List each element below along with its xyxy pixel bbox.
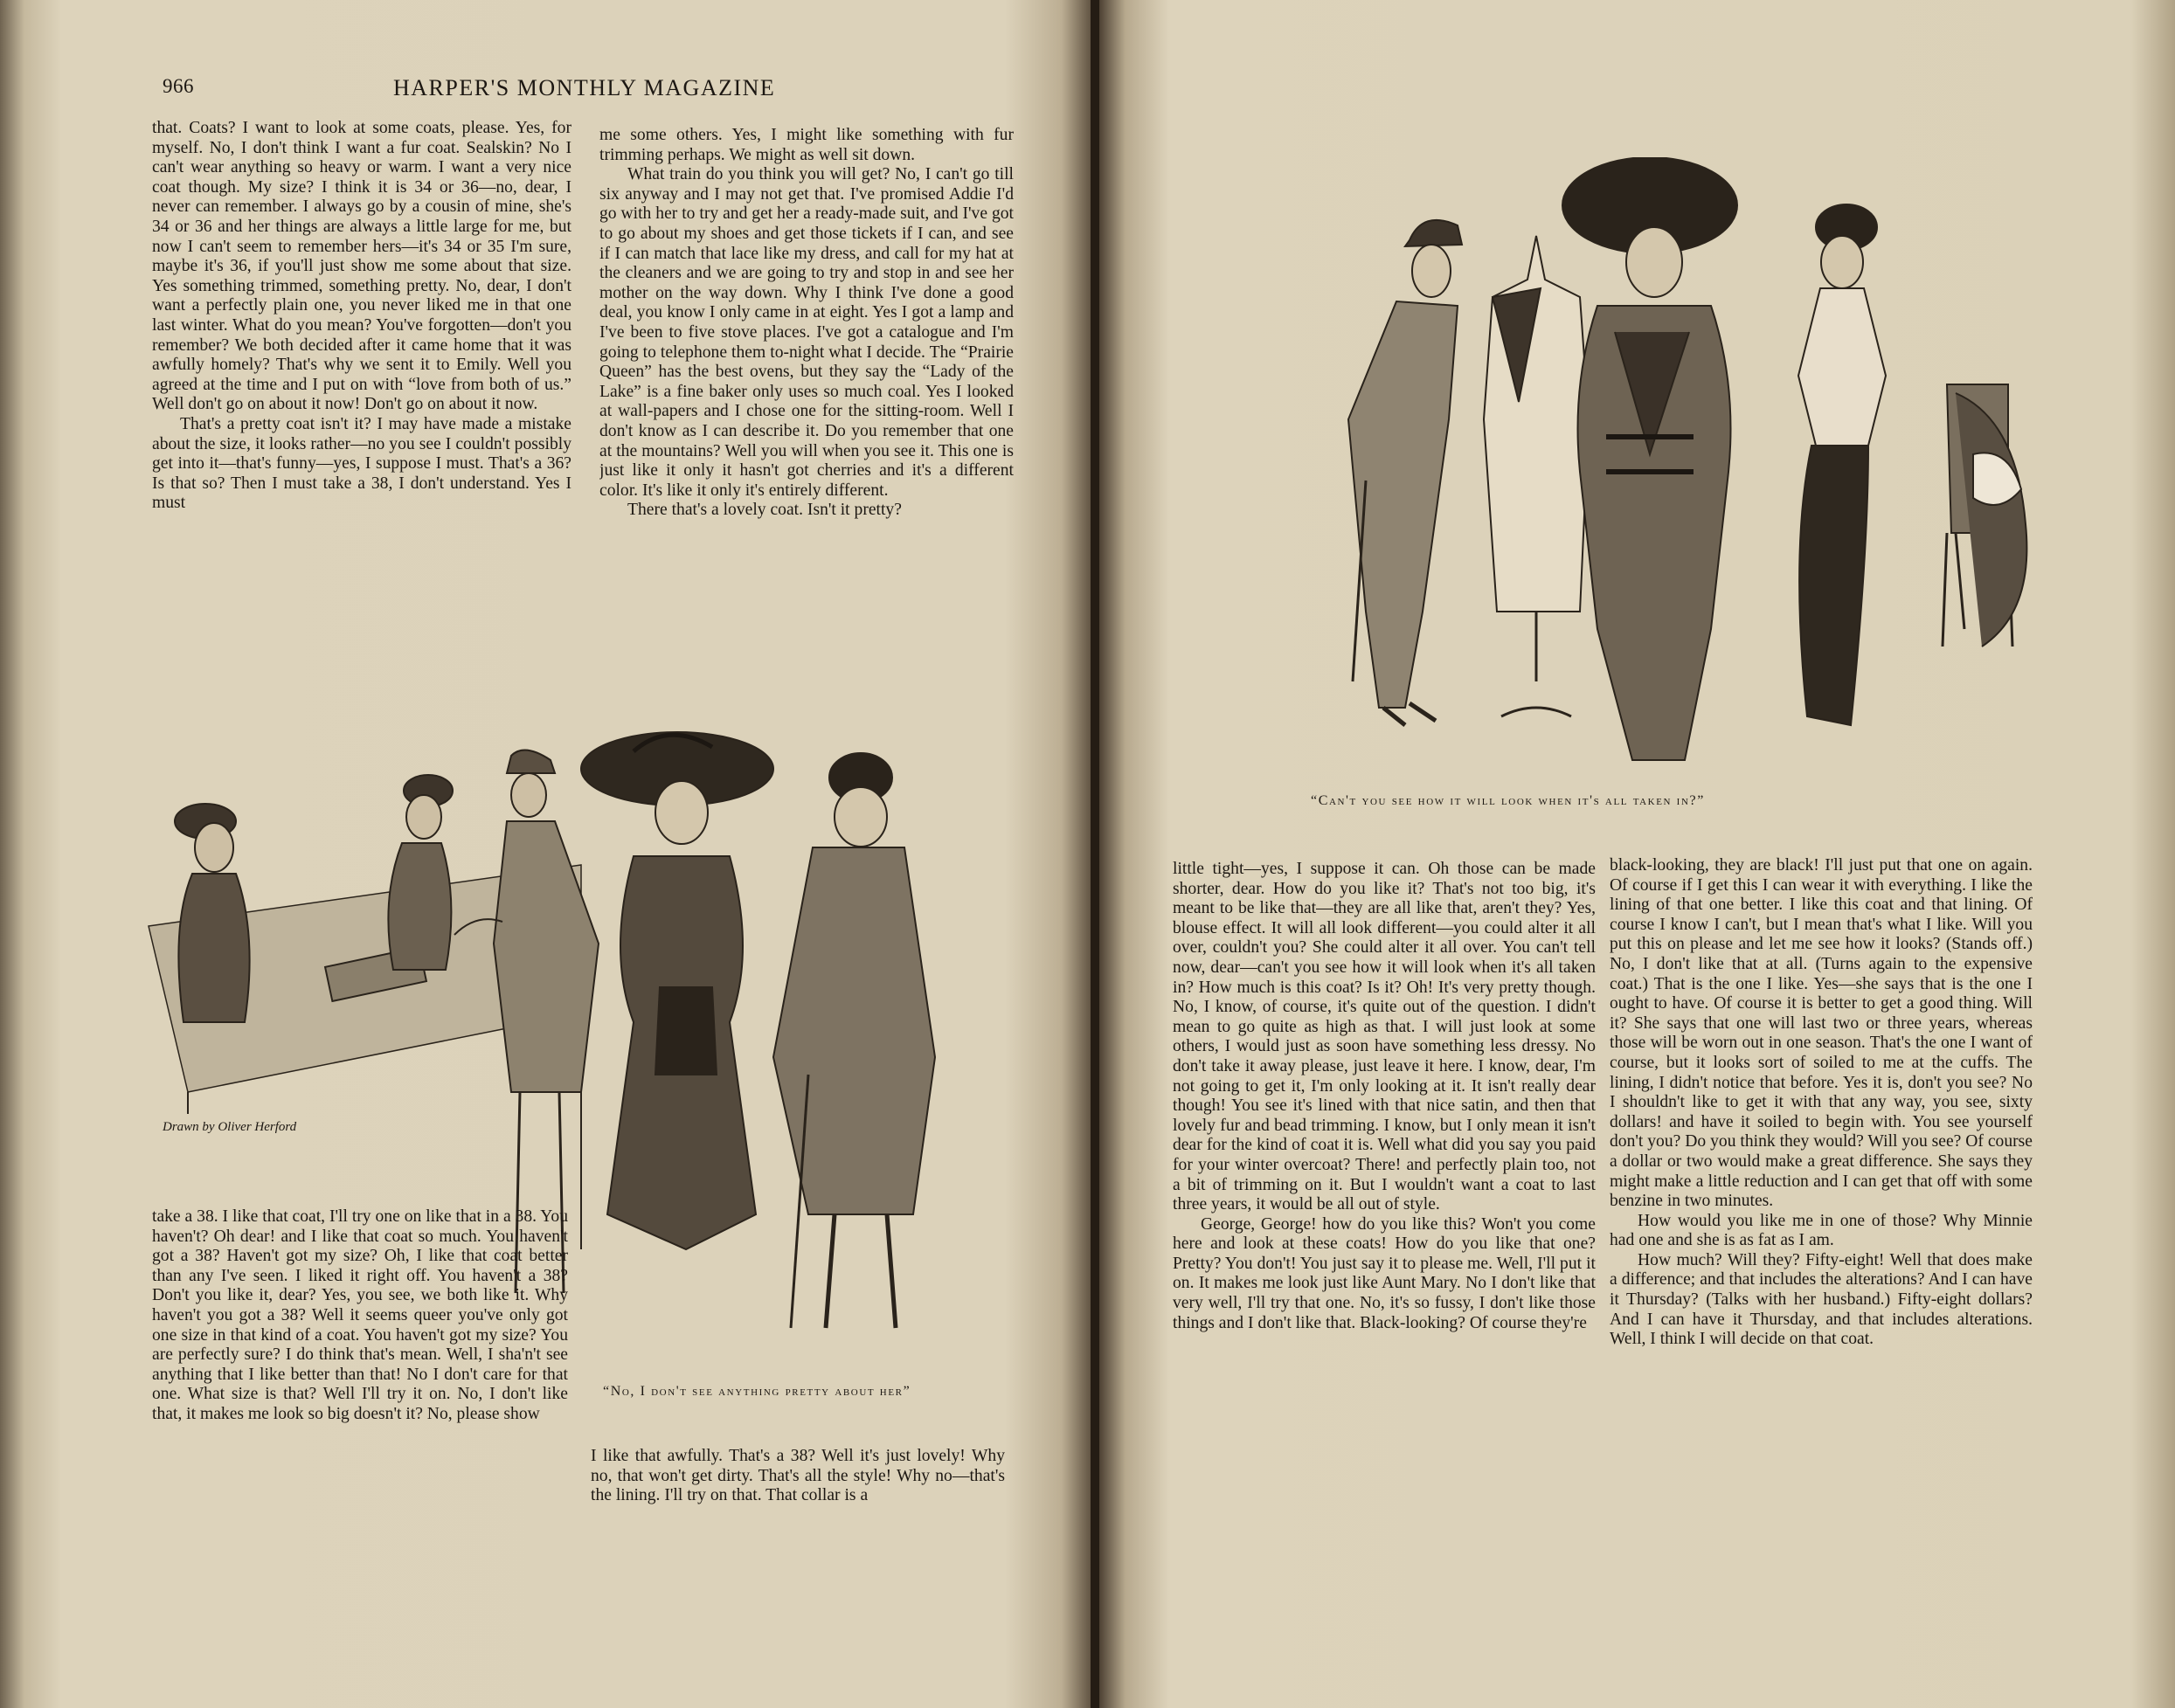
magazine-title: HARPER'S MONTHLY MAGAZINE bbox=[393, 75, 776, 100]
left-col1-top bbox=[152, 119, 571, 678]
paragraph: me some others. Yes, I might like something with fur trimming perhaps. We might as well sit down. bbox=[599, 126, 1014, 164]
paragraph: There that's a lovely coat. Isn't it pretty? bbox=[627, 501, 902, 520]
right-col1 bbox=[1173, 860, 1596, 1550]
right-page bbox=[1099, 0, 2175, 1708]
paragraph: black-looking, they are black! I'll just put that one on again. Of course if I get this I can wear it with everything. I like the lining of that one better. I like this coat and that lining. Of course I know I can't, but I mean that's what I like. Will you put this on please and let me see how it looks? (Stands off.) No, I don't like that at all. (Turns again to the expensive coat.) That is the one I like. Yes—she says that is the one I ought to have. Of course it is better to get a good thing. Will it? She says that one will last two or three years, whereas those will be worn out in one season. That's the one I want of course, but it looks sort of soiled to me at the cuffs. The lining, I didn't notice that before. Yes it is, don't you see? No I shouldn't like to get it with that any way, you see, sixty dollars! and have it soiled to begin with. You see yourself don't you? Do you think they would? Will you see? Of course a dollar or two would make a great difference. She says they might make a little reduction and I can get that off with some benzine in two minutes. bbox=[1610, 856, 2033, 1211]
paragraph: George, George! how do you like this? Won't you come here and look at these coats! How do you like that one? Pretty? You don't! You just say it to please me. Well, I'll put it on. It makes me look just like Aunt Mary. No I don't like that very well, I'll try that one. No, it's so fussy, I don't like those things and I don't like that. Black-looking? Of course they're bbox=[1173, 1214, 1596, 1332]
left-col1-bottom bbox=[152, 1207, 568, 1531]
running-header bbox=[163, 75, 809, 107]
paragraph: take a 38. I like that coat, I'll try one on like that in a 38. You haven't? Oh dear! and I like that coat so much. You haven't got a 38? Haven't got my size? Oh, I like that coat better than any I've seen. I liked it right off. You haven't a 38? Don't you like it, dear? Yes, you see, we both like it. Why haven't you got a 38? Well it seems queer you've only got one size in that kind of a coat. You haven't got my size? You are perfectly sure? I do think that's mean. Well, I sha'n't see anything that I like better than that! No I don't care for that one. What size is that? Well I'll try it on. No, I don't like that, it makes me look so big doesn't it? No, please show bbox=[152, 1207, 568, 1423]
paragraph: I like that awfully. That's a 38? Well it's just lovely! Why no, that won't get dirty. That's all the style! Why no—that's the lining. I'll try on that. That collar is a bbox=[591, 1447, 1005, 1505]
illustration-credit: Drawn by Oliver Herford bbox=[163, 1120, 297, 1134]
left-illustration-caption: “No, I don't see anything pretty about her” bbox=[603, 1384, 911, 1399]
coat-fitting-illustration bbox=[1195, 157, 2069, 786]
paragraph: little tight—yes, I suppose it can. Oh those can be made shorter, dear. How do you like it? That's not too big, it's meant to be like that—they are all like that, aren't they? Yes, blouse effect. It will all look different—you could alter it all over, couldn't you? She could alter it all over. You can't tell now, dear—can't you see how it will look when it's all taken in? How much is this coat? Is it? Oh! It's very pretty though. No, I know, of course, it's quite out of the question. I didn't mean to go quite as high as that. I will just look at some others, I would just as soon have something less dressy. No don't take it away please, just leave it here. I know, dear, I'm not going to get it, I'm only looking at it. It isn't really dear though! You see it's lined with that nice satin, and then that lovely fur and bead trimming. I know, but I only mean it isn't dear for the kind of coat it is. Well what did you say you paid for your winter overcoat? There! and perfectly plain too, not a bit of trimming on it. But I wouldn't want a coat to last three years, it would be all out of style. bbox=[1173, 860, 1596, 1214]
paragraph: What train do you think you will get? No, I can't go till six anyway and I may not get that. I've promised Addie I'd go with her to try and get her a ready-made suit, and I've got to go about my shoes and get those tickets if I can, and see if I can match that lace like my dress, and call for my hat at the cleaners and we are going to try and stop in and see her mother on the way down. Why I think I've done a good deal, you know I only came in at eight. Yes I got a lamp and I've been to five stove places. I've got a catalogue and I'm going to telephone them to-night what I decide. The “Prairie Queen” has the best ovens, but they say the “Lady of the Lake” is a fine baker only uses so much coal. Yes I looked at wall-papers and I chose one for the sitting-room. Well I don't know as I can describe it. Do you remember that one at the mountains? Well you will when you see it. This one is just like it only it hasn't got cherries and it's a different color. It's like it only it's entirely different. bbox=[599, 165, 1014, 500]
paragraph: How would you like me in one of those? Why Minnie had one and she is as fat as I am. bbox=[1610, 1211, 2033, 1250]
left-col2-bottom bbox=[591, 1447, 1005, 1534]
paragraph: That's a pretty coat isn't it? I may have made a mistake about the size, it looks rather—no you see I couldn't possibly get into it—that's funny—yes, I suppose I must. That's a 36? Is that so? Then I must take a 38, I don't understand. Yes I must bbox=[152, 414, 571, 513]
left-col2-top bbox=[599, 126, 1014, 678]
right-illustration-caption: “Can't you see how it will look when it's all taken in?” bbox=[1311, 793, 1705, 808]
page-number: 966 bbox=[163, 75, 194, 97]
paragraph: How much? Will they? Fifty-eight! Well that does make a difference; and that includes the alterations? And I can have it Thursday? (Talks with her husband.) Fifty-eight dollars? And I can have it Thursday, and that includes alterations. Well, I think I will decide on that coat. bbox=[1610, 1250, 2033, 1349]
right-col2 bbox=[1610, 856, 2033, 1546]
paragraph: that. Coats? I want to look at some coats, please. Yes, for myself. No, I don't think I want a fur coat. Sealskin? No I can't wear anything so heavy or warm. I want a very nice coat though. My size? I think it is 34 or 36—no, dear, I never can remember. I always go by a cousin of mine, she's 34 or 36 and her things are always a little large for me, but now I can't seem to remember hers—it's 34 or 35 I'm sure, maybe it's 36, if you'll just show me some about that size. Yes something trimmed, something pretty. No, dear, I don't want a perfectly plain one, you never liked me in that one last winter. What do you mean? You've forgotten—don't you remember? We both decided after it came home that it was awfully homely? That's why we sent it to Emily. Well you agreed at the time and I put on with “love from both of us.” Well don't go on about it now! Don't go on about it now. bbox=[152, 119, 571, 414]
